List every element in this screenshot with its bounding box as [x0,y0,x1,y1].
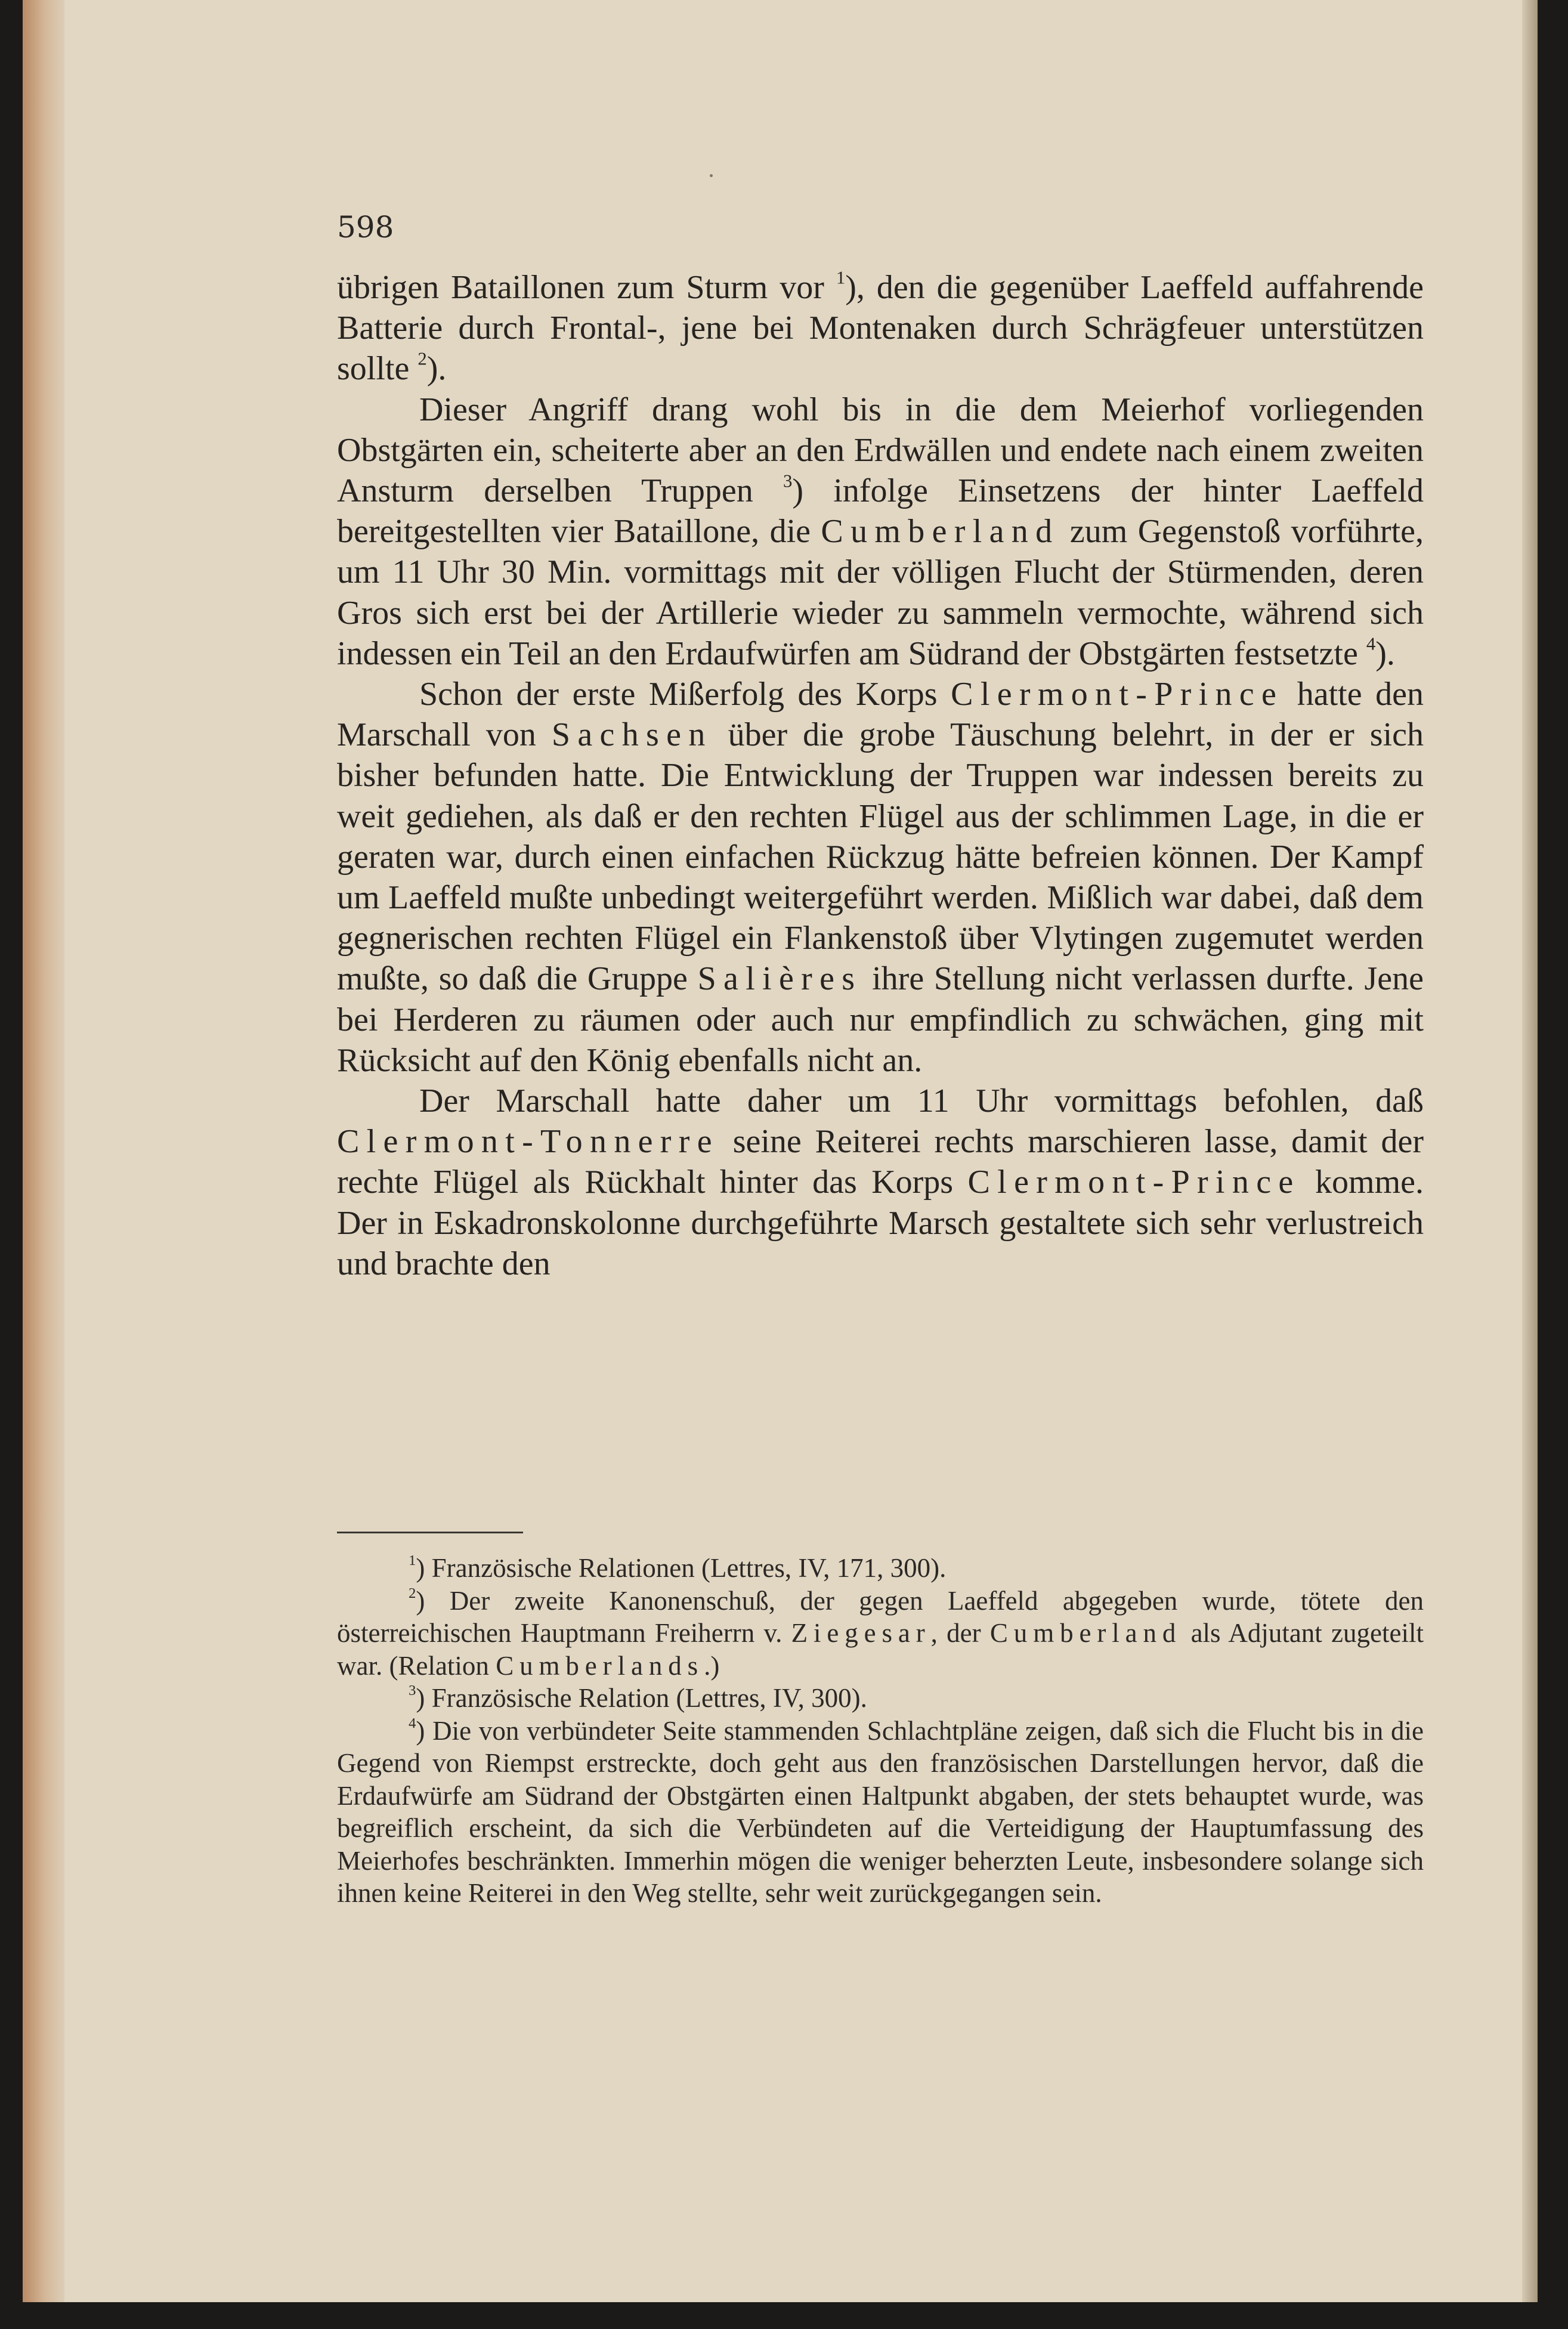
footnote-marker: 3 [409,1682,416,1699]
spaced-name: Ziegesar [791,1618,931,1648]
text-run: ). [426,350,447,388]
text-run: .) [704,1650,720,1681]
footnote [337,1585,1424,1682]
spaced-name: Salières [697,960,862,998]
spaced-name: Clermont-Tonnerre [337,1123,719,1161]
spaced-name: Sachsen [551,716,713,754]
text-run: zum Gegenstoß vorführte, um 11 Uhr 30 Min. vormittags mit der völligen Flucht der Stürmenden, deren Gros sich erst bei der Artillerie wieder zu sammeln vermochte, während sich indessen ein Teil an den Erdaufwürfen am Südrand der Obstgärten festsetzte [337,513,1424,672]
paragraph [337,1081,1424,1284]
text-run: ) Französische Relation (Lettres, IV, 300). [416,1683,867,1713]
spaced-name: Cumberland [821,513,1060,550]
text-run: ) Die von verbündeter Seite stammenden Schlachtpläne zeigen, daß sich die Flucht bis in die Gegend von Riempst erstreckte, doch geht aus den französischen Darstellungen hervor, daß die Erdaufwürfe am Südrand der Obstgärten einen Haltpunkt abgaben, der stets behauptet wurde, was begreiflich erscheint, da sich die Verbündeten auf die Verteidigung der Hauptumfassung des Meierhofes beschränkten. Immerhin mögen die weniger beherzten Leute, insbesondere solange sich ihnen keine Reiterei in den Weg stellte, sehr weit zurückgegangen sein. [337,1715,1424,1908]
footnote-marker: 2 [417,348,427,369]
footnote-marker: 1 [409,1552,416,1569]
text-run: Dieser Angriff drang wohl bis in die dem Meierhof vorliegenden Obstgärten ein, scheiterte aber an den Erdwällen und endete nach einem zweiten Ansturm derselben Truppen [337,391,1424,510]
paragraph [337,389,1424,674]
text-run: über die grobe Täuschung belehrt, in der er sich bisher befunden hatte. Die Entwicklung der Truppen war indessen bereits zu weit gediehen, als daß er den rechten Flügel aus der schlimmen Lage, in die er geraten war, durch einen einfachen Rückzug hätte befreien können. Der Kampf um Laeffeld mußte unbedingt weitergeführt werden. Mißlich war dabei, daß dem gegnerischen rechten Flügel ein Flankenstoß über Vlytingen zugemutet werden mußte, so daß die Gruppe [337,716,1424,998]
page-number: 598 [337,210,394,245]
text-run: , der [930,1618,990,1648]
footnote [337,1715,1424,1910]
footnotes [337,1552,1424,1910]
text-run: Schon der erste Mißerfolg des Korps [419,676,951,713]
page-edge [1522,0,1538,2302]
page-gutter [23,0,64,2302]
text-run: übrigen Bataillonen zum Sturm vor [337,269,836,306]
footnote-marker: 2 [409,1585,416,1601]
footnote-marker: 3 [783,471,793,491]
text-run: als Adjutant zugeteilt war. (Relation [337,1618,1424,1681]
paper-speck [710,174,713,177]
footnote-marker: 4 [1366,633,1376,654]
text-run: ). [1375,635,1395,672]
text-run: komme. Der in Eskadronskolonne durchgeführte Marsch gestaltete sich sehr verlustreich und brachte den [337,1164,1424,1282]
text-run: ihre Stellung nicht verlassen durfte. Jene bei Herderen zu räumen oder auch nur empfindlich zu schwächen, ging mit Rücksicht auf den König ebenfalls nicht an. [337,960,1424,1079]
spaced-name: Cumberlands [496,1650,704,1681]
footnote [337,1682,1424,1715]
text-run: seine Reiterei rechts marschieren lasse, damit der rechte Flügel als Rückhalt hinter das Korps [337,1123,1424,1201]
text-run: ), den die gegenüber Laeffeld auffahrende Batterie durch Frontal-, jene bei Montenaken durch Schrägfeuer unterstützen sollte [337,269,1424,388]
spaced-name: Cumberland [989,1618,1182,1648]
footnote-marker: 4 [409,1715,416,1731]
footnote-marker: 1 [836,267,846,288]
spaced-name: Clermont-Prince [967,1164,1301,1201]
footnote-rule [337,1532,523,1533]
text-run: Der Marschall hatte daher um 11 Uhr vormittags befohlen, daß [419,1082,1424,1120]
text-run: ) infolge Einsetzens der hinter Laeffeld bereitgestellten vier Bataillone, die [337,472,1424,550]
footnote [337,1552,1424,1585]
spaced-name: Clermont-Prince [951,676,1284,713]
text-run: hatte den Marschall von [337,676,1424,754]
paragraph [337,267,1424,389]
text-run: ) Der zweite Kanonenschuß, der gegen Laeffeld abgegeben wurde, tötete den österreichischen Hauptmann Freiherrn v. [337,1585,1424,1648]
text-run: ) Französische Relationen (Lettres, IV, 171, 300). [416,1553,947,1583]
main-text [337,267,1424,1284]
paragraph [337,674,1424,1081]
